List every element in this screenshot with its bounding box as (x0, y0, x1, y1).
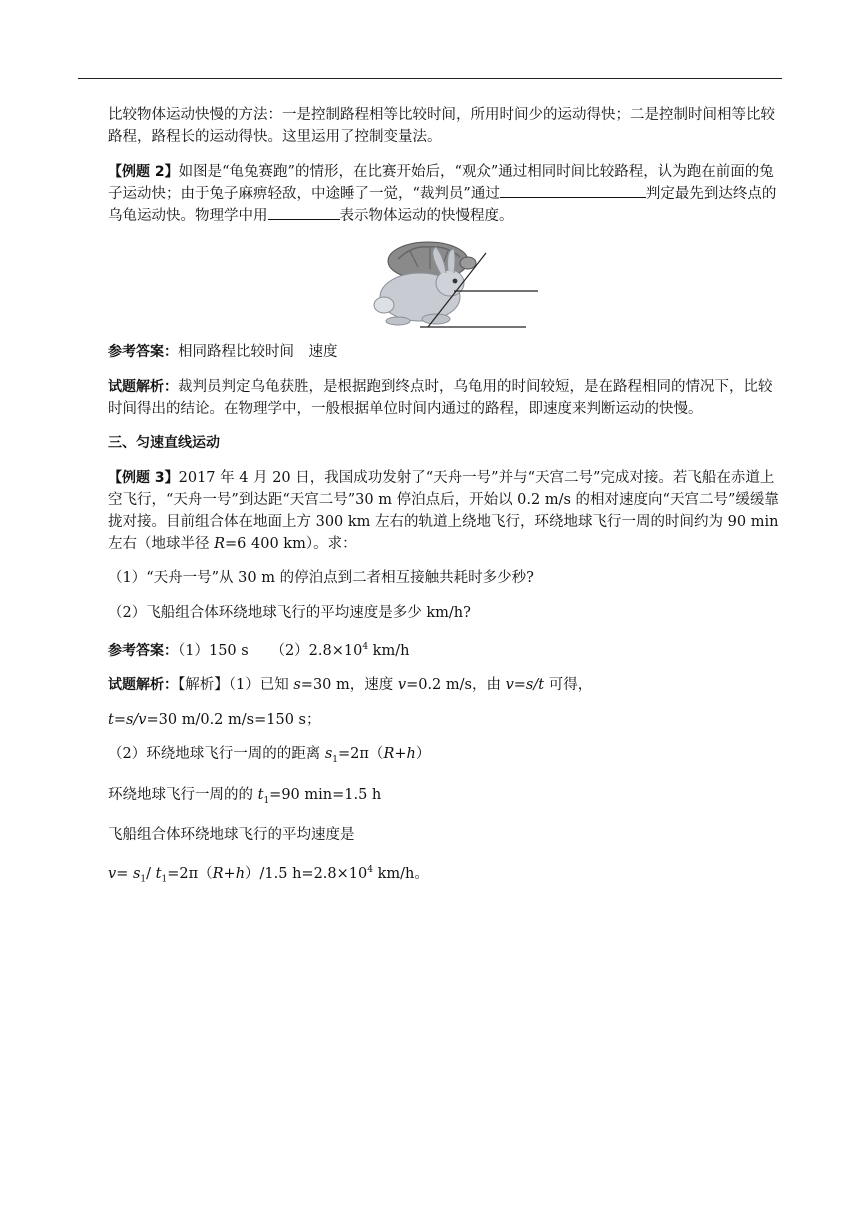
example-3 (108, 467, 784, 555)
example-2-text-2: 判定最先到达终点的乌龟运动快。物理学中用 (108, 185, 777, 224)
document-body (108, 104, 784, 903)
subscript-1: 1 (263, 795, 270, 806)
analysis-3-l2-b: =30 m/0.2 m/s=150 s； (146, 711, 321, 728)
symbol-s1: s (132, 865, 141, 882)
symbol-s1: s (324, 746, 333, 763)
method-text: 比较物体运动快慢的方法：一是控制路程相等比较时间，所用时间少的运动得快；二是控制时间相等比较路程，路程长的运动得快。这里运用了控制变量法。 (108, 107, 775, 145)
tortoise-hare-figure (358, 239, 548, 331)
analysis-3-line-2 (108, 709, 784, 731)
header-rule (78, 78, 782, 79)
analysis-3-l5: 飞船组合体环绕地球飞行的平均速度是 (108, 827, 355, 844)
formula-v-s-t: v=s/t (505, 677, 545, 694)
symbol-s: s (293, 677, 301, 694)
analysis-3-l4-b: =90 min=1.5 h (269, 786, 382, 803)
analysis-2-text: 裁判员判定乌龟获胜，是根据跑到终点时，乌龟用的时间较短，是在路程相同的情况下，比较时间得出的结论。在物理学中，一般根据单位时间内通过的路程，即速度来判断运动的快慢。 (108, 378, 773, 417)
question-1-text: （1）“天舟一号”从 30 m 的停泊点到二者相互接触共耗时多少秒? (108, 570, 534, 586)
earth-radius-symbol: R (214, 535, 226, 552)
answer-2-label: 参考答案： (108, 344, 178, 360)
example-2-text-1: 如图是“龟兔赛跑”的情形，在比赛开始后，“观众”通过相同时间比较路程，认为跑在前面的兔子运动快；由于兔子麻痹轻敌，中途睡了一觉，“裁判员”通过 (108, 163, 774, 202)
example-3-text-a: 2017 年 4 月 20 日，我国成功发射了“天舟一号”并与“天宫二号”完成对接。若飞船在赤道上空飞行，“天舟一号”到达距“天宫二号”30 m 停泊点后，开始以 0.2 m/s 的相对速度向“天宫二号”缓缓靠拢对接。目前组合体在地面上方 300 km 左右的轨道上绕地飞行，环绕地球飞行一周的时间约为 90 min 左右（地球半径 (108, 469, 779, 552)
symbol-v: v (397, 677, 407, 694)
analysis-3-l3-c: ） (415, 746, 431, 763)
formula-t-s-v: t=s/v (108, 711, 147, 728)
example-2 (108, 161, 784, 227)
analysis-3-l6-c: =2π（ (167, 865, 213, 882)
question-2-text: （2）飞船组合体环绕地球飞行的平均速度是多少 km/h? (108, 604, 471, 621)
analysis-3-l1-c: =0.2 m/s，由 (406, 677, 506, 694)
example-2-text-3: 表示物体运动的快慢程度。 (339, 207, 514, 224)
symbol-t1: t (257, 786, 264, 803)
example-3-label: 【例题 3】 (108, 469, 179, 486)
analysis-2-label: 试题解析： (108, 378, 178, 395)
answer-3 (108, 636, 784, 662)
answer-3-text-b: km/h (368, 642, 410, 659)
answer-3-exponent: 4 (362, 642, 369, 652)
analysis-3-l1-a: 【解析】（1）已知 (178, 677, 294, 694)
analysis-3-line-6 (108, 859, 784, 891)
analysis-3-label: 试题解析： (108, 677, 178, 694)
section-3-heading (108, 432, 784, 454)
analysis-3-l6-b: / (146, 865, 156, 882)
answer-3-text-a: （1）150 s （2）2.8×10 (178, 642, 363, 659)
answer-2-text: 相同路程比较时间 速度 (178, 344, 338, 360)
tortoise-hare-illustration (358, 239, 548, 331)
analysis-3-l1-d: 可得， (544, 677, 593, 694)
paragraph-method (108, 104, 784, 148)
analysis-3-line-1 (108, 674, 784, 696)
symbol-r-plus-h: R+h (212, 865, 246, 882)
question-1 (108, 567, 784, 589)
example-3-text-b: =6 400 km）。求： (225, 535, 357, 552)
subscript-1: 1 (161, 874, 168, 885)
analysis-3-l3-a: （2）环绕地球飞行一周的的距离 (108, 746, 325, 763)
analysis-3-l3-b: =2π（ (338, 746, 384, 763)
analysis-3-l6-e: km/h。 (372, 865, 429, 882)
question-2 (108, 602, 784, 624)
analysis-3-l1-b: =30 m，速度 (300, 677, 398, 694)
analysis-3-l4-a: 环绕地球飞行一周的的 (108, 786, 258, 803)
analysis-3-line-5 (108, 824, 784, 846)
symbol-r-plus-h: R+h (383, 746, 416, 763)
section-3-title: 三、匀速直线运动 (108, 435, 220, 451)
answer-blank-2[interactable] (268, 205, 340, 220)
analysis-3-l6-d: ）/1.5 h=2.8×10 (245, 865, 368, 882)
symbol-t1: t (155, 865, 162, 882)
analysis-3-l6-a: = (116, 865, 133, 882)
answer-blank-1[interactable] (500, 183, 646, 198)
exponent-4: 4 (367, 864, 373, 875)
analysis-2 (108, 376, 784, 420)
answer-2 (108, 341, 784, 363)
example-2-label: 【例题 2】 (108, 163, 179, 180)
analysis-3-line-4 (108, 784, 784, 812)
analysis-3-line-3 (108, 743, 784, 771)
symbol-v: v (108, 865, 117, 882)
subscript-1: 1 (332, 755, 339, 766)
answer-3-label: 参考答案： (108, 642, 178, 659)
subscript-1: 1 (140, 874, 147, 885)
